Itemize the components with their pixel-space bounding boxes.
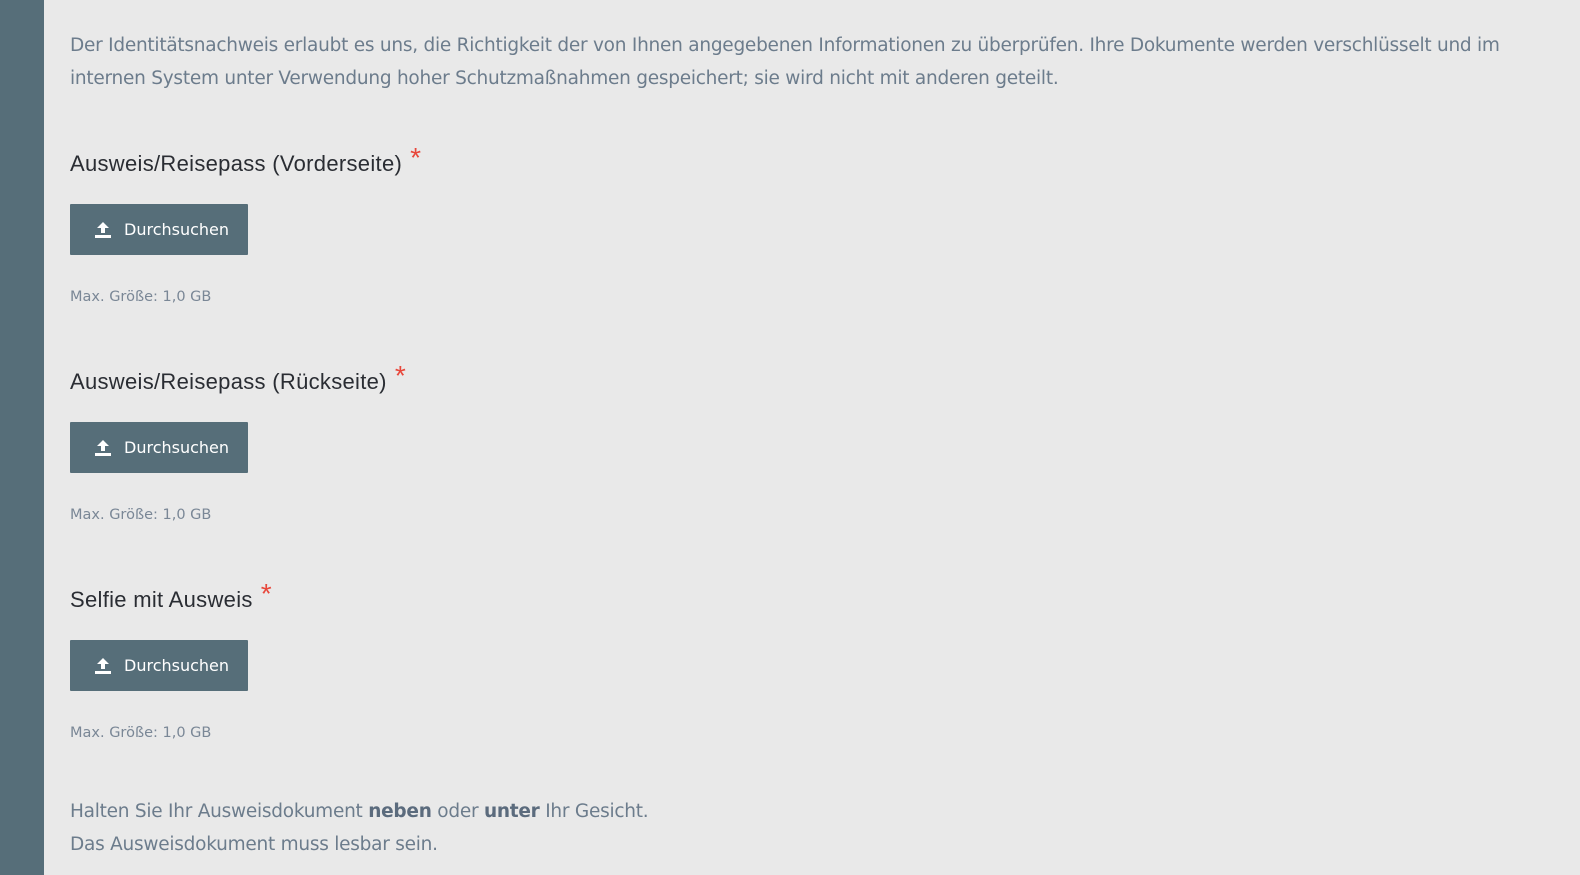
browse-button-label: Durchsuchen [124, 220, 230, 239]
field-label [70, 142, 422, 178]
required-marker: * [394, 360, 407, 391]
field-label [70, 578, 272, 614]
upload-icon [94, 439, 112, 457]
selfie-instructions [70, 795, 648, 861]
intro-text: Der Identitätsnachweis erlaubt es uns, die Richtigkeit der von Ihnen angegebenen Informationen zu überprüfen. Ihre Dokumente werden verschlüsselt und im internen System unter Verwendung hoher Schutzmaßnahmen gespeichert; sie wird nicht mit anderen geteilt. [70, 35, 1500, 89]
required-marker: * [410, 142, 422, 173]
browse-button-label: Durchsuchen [124, 438, 230, 457]
instruction-line-1 [70, 795, 648, 828]
max-size-hint: Max. Größe: 1,0 GB [70, 725, 212, 741]
instruction-emphasis: unter [483, 801, 540, 822]
browse-button-selfie[interactable] [70, 640, 248, 691]
field-label-text: Ausweis/Reisepass (Rückseite) [70, 369, 387, 394]
required-marker: * [260, 578, 272, 609]
instruction-emphasis: neben [368, 801, 432, 822]
instruction-text: Halten Sie Ihr Ausweisdokument [70, 801, 369, 822]
upload-icon [94, 657, 112, 675]
max-size-hint: Max. Größe: 1,0 GB [70, 507, 212, 523]
upload-icon [94, 221, 112, 239]
instruction-line-2: Das Ausweisdokument muss lesbar sein. [70, 834, 438, 855]
left-accent-bar [0, 0, 44, 875]
max-size-hint: Max. Größe: 1,0 GB [70, 289, 212, 305]
instruction-text: Ihr Gesicht. [539, 801, 649, 822]
browse-button-id-back[interactable] [70, 422, 248, 473]
field-label-text: Selfie mit Ausweis [70, 587, 253, 612]
browse-button-label: Durchsuchen [124, 656, 230, 675]
browse-button-id-front[interactable] [70, 204, 248, 255]
instruction-text: oder [431, 801, 484, 822]
field-label-text: Ausweis/Reisepass (Vorderseite) [70, 151, 403, 176]
field-label [70, 360, 407, 396]
